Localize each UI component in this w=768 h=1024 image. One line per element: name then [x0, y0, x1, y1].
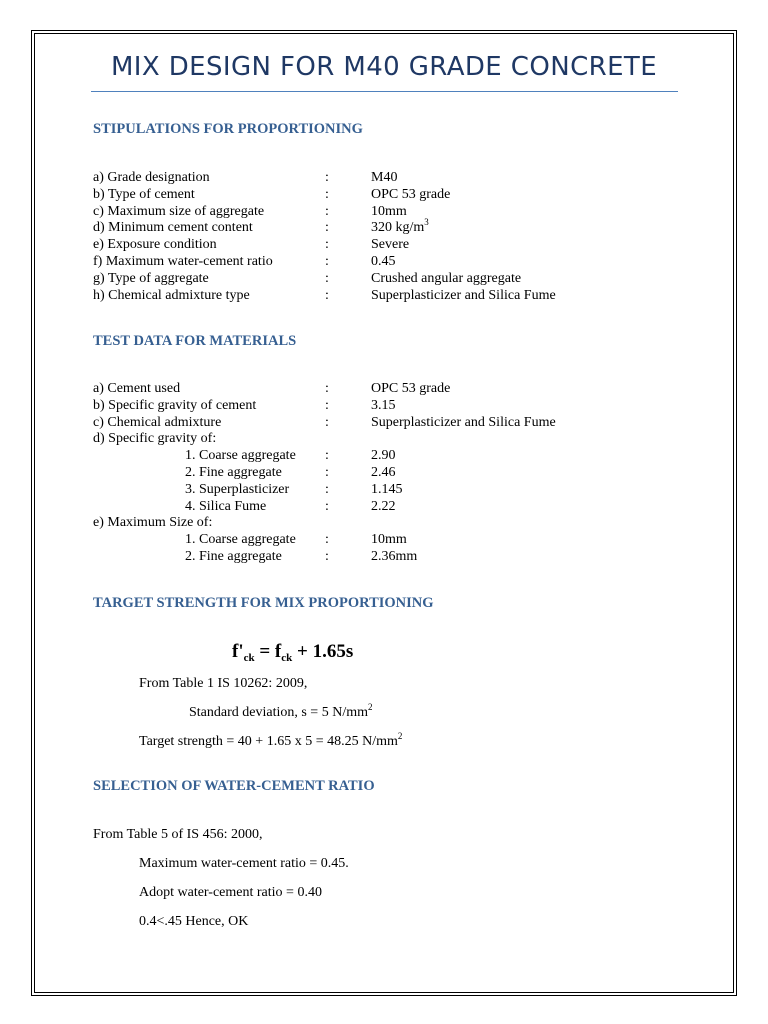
list-item — [0, 464, 768, 481]
item-value: 0.45 — [371, 254, 396, 269]
list-item — [0, 531, 768, 548]
list-item — [0, 380, 768, 397]
list-item — [0, 287, 768, 304]
list-item — [0, 414, 768, 431]
item-label: d) Minimum cement content — [93, 220, 253, 236]
item-value: 2.22 — [371, 498, 396, 514]
heading-target-strength: TARGET STRENGTH FOR MIX PROPORTIONING — [93, 595, 434, 611]
standard-deviation-text: Standard deviation, s = 5 $N/mm^2$ — [189, 702, 373, 720]
item-colon: : — [325, 287, 329, 303]
item-colon: : — [325, 237, 329, 253]
item-colon: : — [325, 254, 329, 269]
item-value: Superplasticizer and Silica Fume — [371, 414, 556, 430]
item-value: 2.90 — [371, 448, 396, 464]
item-colon: : — [325, 170, 329, 185]
item-colon: : — [325, 481, 329, 497]
item-colon: : — [325, 549, 329, 564]
item-value: 2.36mm — [371, 549, 418, 564]
item-label: d) Specific gravity of: — [93, 431, 217, 447]
item-colon: : — [325, 220, 329, 236]
item-colon: : — [325, 414, 329, 430]
item-label: a) Grade designation — [93, 170, 210, 185]
list-item — [0, 548, 768, 565]
item-label: 2. Fine aggregate — [185, 465, 282, 480]
item-label: h) Chemical admixture type — [93, 287, 250, 303]
item-label: a) Cement used — [93, 381, 181, 396]
item-value: OPC 53 grade — [371, 381, 451, 396]
item-colon: : — [325, 397, 329, 413]
list-item — [0, 169, 768, 186]
list-item — [0, 270, 768, 287]
list-item — [0, 430, 768, 447]
list-item — [0, 203, 768, 220]
item-value: 2.46 — [371, 465, 396, 480]
list-item — [0, 219, 768, 236]
list-item — [0, 481, 768, 498]
item-colon: : — [325, 270, 329, 286]
wc-table-reference: From Table 5 of IS 456: 2000, — [93, 827, 263, 842]
heading-water-cement: SELECTION OF WATER-CEMENT RATIO — [93, 778, 375, 794]
item-label: 3. Superplasticizer — [185, 481, 290, 497]
item-value: Severe — [371, 237, 410, 253]
item-label: e) Maximum Size of: — [93, 515, 213, 531]
list-item — [0, 514, 768, 531]
item-value: M40 — [371, 170, 398, 185]
item-value: 10mm — [371, 532, 407, 548]
item-label: 2. Fine aggregate — [185, 549, 282, 564]
wc-check-text: 0.4<.45 Hence, OK — [139, 914, 249, 929]
list-item — [0, 447, 768, 464]
item-colon: : — [325, 381, 329, 396]
item-value: Superplasticizer and Silica Fume — [371, 287, 556, 303]
item-label: c) Maximum size of aggregate — [93, 203, 265, 219]
item-colon: : — [325, 448, 329, 464]
list-item — [0, 186, 768, 203]
max-wc-ratio-text: Maximum water-cement ratio = 0.45. — [139, 856, 349, 871]
item-label: 1. Coarse aggregate — [185, 532, 296, 548]
item-colon: : — [325, 465, 329, 480]
list-item — [0, 236, 768, 253]
item-colon: : — [325, 203, 329, 219]
item-value: 10mm — [371, 203, 407, 219]
item-value: 1.145 — [371, 481, 403, 497]
heading-test-data: TEST DATA FOR MATERIALS — [93, 333, 297, 349]
item-colon: : — [325, 498, 329, 514]
document-title: MIX DESIGN FOR M40 GRADE CONCRETE — [110, 52, 658, 82]
item-label: 1. Coarse aggregate — [185, 448, 296, 464]
item-label: f) Maximum water-cement ratio — [93, 254, 273, 269]
item-label: b) Specific gravity of cement — [93, 397, 257, 413]
table-reference-text: From Table 1 IS 10262: 2009, — [139, 676, 308, 691]
item-colon: : — [325, 532, 329, 548]
list-item — [0, 498, 768, 515]
item-value: 3.15 — [371, 397, 396, 413]
item-value: 320 $kg/m^3$ — [371, 217, 429, 236]
heading-stipulations: STIPULATIONS FOR PROPORTIONING — [93, 121, 363, 137]
adopt-wc-ratio-text: Adopt water-cement ratio = 0.40 — [139, 885, 322, 900]
item-value: OPC 53 grade — [371, 186, 451, 202]
item-label: g) Type of aggregate — [93, 270, 209, 286]
item-label: c) Chemical admixture — [93, 414, 222, 430]
list-item — [0, 253, 768, 270]
item-colon: : — [325, 186, 329, 202]
title-underline — [91, 91, 678, 92]
item-label: b) Type of cement — [93, 186, 195, 202]
target-strength-formula: $f'_{ck} = f_{ck} + 1.65s$ — [232, 641, 354, 664]
target-strength-text: Target strength = 40 + 1.65 x 5 = 48.25 $N/mm^2$ — [139, 731, 403, 749]
item-value: Crushed angular aggregate — [371, 270, 522, 286]
item-label: e) Exposure condition — [93, 237, 217, 253]
item-label: 4. Silica Fume — [185, 498, 267, 514]
list-item — [0, 397, 768, 414]
